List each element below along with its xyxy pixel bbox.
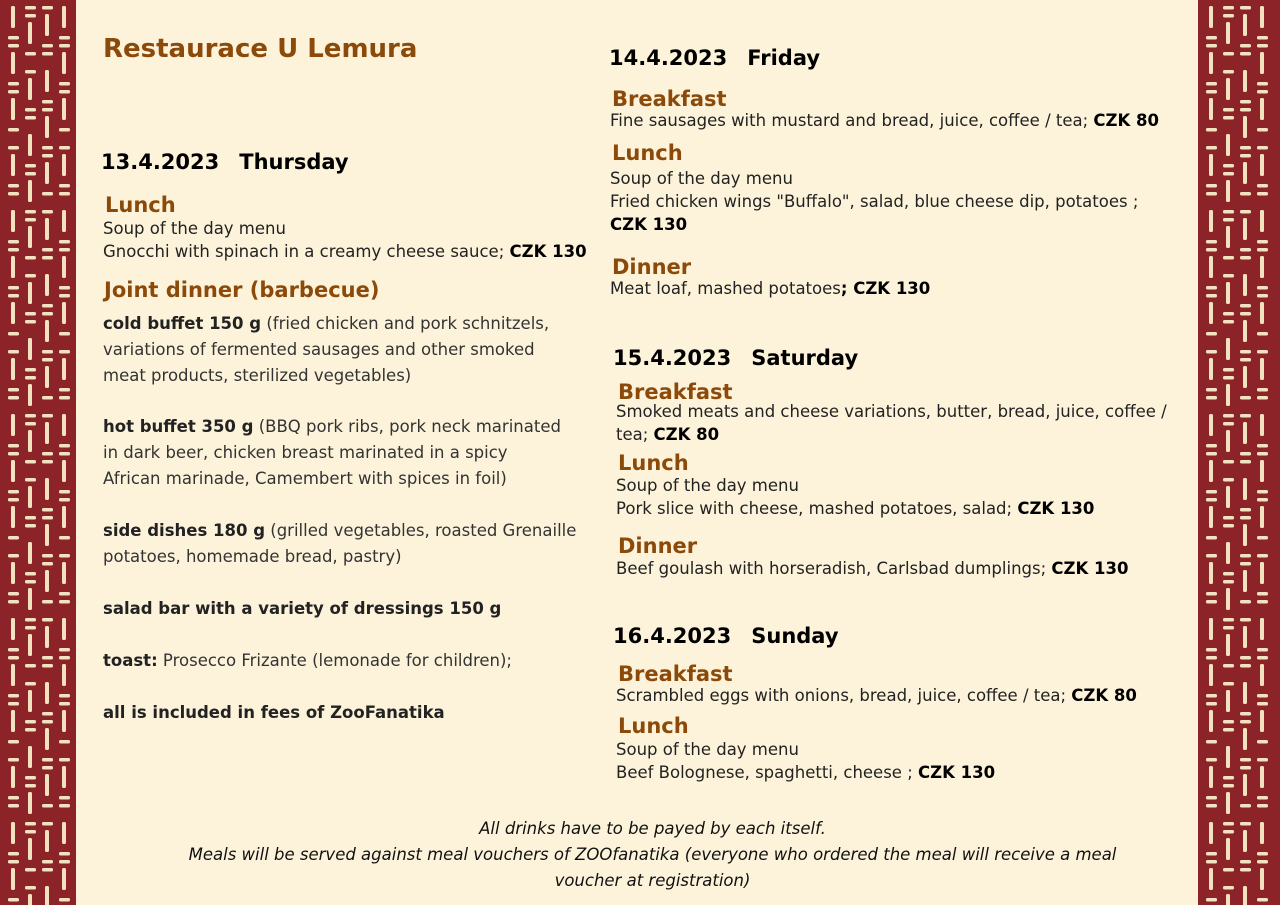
side-dishes-label: side dishes 180 g — [103, 521, 266, 540]
decorative-border-right — [1198, 0, 1280, 905]
sunday-lunch-items: Soup of the day menu Beef Bolognese, spaghetti, cheese ; CZK 130 — [616, 740, 996, 782]
friday-day: Friday — [747, 46, 821, 70]
saturday-dinner-price: CZK 130 — [1051, 559, 1129, 578]
sunday-day: Sunday — [751, 624, 839, 648]
hot-buffet: hot buffet 350 g (BBQ pork ribs, pork neck marinated in dark beer, chicken breast marinated in a spicy African marinade, Camembert with spices in foil) — [103, 417, 561, 488]
side-dishes: side dishes 180 g (grilled vegetables, roasted Grenaille potatoes, homemade bread, pastry) — [103, 521, 577, 566]
saturday-lunch-price: CZK 130 — [1017, 499, 1095, 518]
sunday-date: 16.4.2023 — [613, 624, 732, 648]
restaurant-title: Restaurace U Lemura — [103, 34, 418, 64]
saturday-lunch-items: Soup of the day menu Pork slice with cheese, mashed potatoes, salad; CZK 130 — [616, 476, 1095, 518]
sunday-breakfast-price: CZK 80 — [1071, 686, 1137, 705]
friday-dinner-price: ; CZK 130 — [840, 279, 931, 298]
friday-lunch-heading: Lunch — [612, 141, 683, 165]
saturday-date: 15.4.2023 — [613, 346, 732, 370]
salad-bar: salad bar with a variety of dressings 150 g — [103, 599, 502, 618]
friday-lunch-items: Soup of the day menu Fried chicken wings "Buffalo", salad, blue cheese dip, potatoes ; CZK 130 — [610, 169, 1139, 234]
saturday-dinner-items: Beef goulash with horseradish, Carlsbad dumplings; CZK 130 — [616, 559, 1129, 578]
decorative-border-left — [0, 0, 76, 905]
toast: toast: Prosecco Frizante (lemonade for children); — [103, 651, 512, 670]
friday-lunch-price: CZK 130 — [610, 215, 688, 234]
footer-note — [160, 816, 1145, 894]
thursday-day: Thursday — [239, 150, 349, 174]
saturday-dinner-heading: Dinner — [618, 534, 698, 558]
thursday-lunch-main: Gnocchi with spinach in a creamy cheese sauce; CZK 130 — [103, 242, 587, 261]
cold-buffet: cold buffet 150 g (fried chicken and pork schnitzels, variations of fermented sausages and other smoked meat products, sterilized vegetables) — [103, 314, 550, 385]
friday-breakfast-heading: Breakfast — [612, 87, 727, 111]
saturday-breakfast-heading: Breakfast — [618, 380, 733, 404]
thursday-heading — [101, 150, 349, 174]
saturday-day: Saturday — [751, 346, 859, 370]
cold-buffet-label: cold buffet 150 g — [103, 314, 262, 333]
friday-breakfast-items: Fine sausages with mustard and bread, juice, coffee / tea; CZK 80 — [610, 111, 1159, 130]
thursday-dinner-heading: Joint dinner (barbecue) — [104, 278, 380, 302]
footer-drinks: All drinks have to be payed by each itself. — [479, 819, 826, 838]
saturday-heading — [613, 346, 858, 370]
friday-dinner-heading: Dinner — [612, 255, 692, 279]
fees-note: all is included in fees of ZooFanatika — [103, 703, 445, 722]
thursday-lunch-heading: Lunch — [105, 193, 176, 217]
sunday-breakfast-heading: Breakfast — [618, 662, 733, 686]
sunday-lunch-price: CZK 130 — [918, 763, 996, 782]
footer-vouchers-cont: voucher at registration) — [554, 871, 751, 890]
thursday-lunch-soup: Soup of the day menu — [103, 219, 286, 238]
thursday-lunch-price: CZK 130 — [509, 242, 587, 261]
friday-date: 14.4.2023 — [609, 46, 728, 70]
friday-dinner-items: Meat loaf, mashed potatoes; CZK 130 — [610, 279, 931, 298]
thursday-lunch-items — [103, 217, 587, 263]
sunday-lunch-heading: Lunch — [618, 714, 689, 738]
saturday-lunch-heading: Lunch — [618, 451, 689, 475]
toast-label: toast: — [103, 651, 158, 670]
friday-breakfast-price: CZK 80 — [1093, 111, 1159, 130]
thursday-date: 13.4.2023 — [101, 150, 220, 174]
saturday-breakfast-price: CZK 80 — [653, 425, 720, 444]
saturday-breakfast-items: Smoked meats and cheese variations, butter, bread, juice, coffee / tea; CZK 80 — [616, 402, 1167, 444]
hot-buffet-label: hot buffet 350 g — [103, 417, 254, 436]
sunday-heading — [613, 624, 839, 648]
sunday-breakfast-items: Scrambled eggs with onions, bread, juice, coffee / tea; CZK 80 — [616, 686, 1137, 705]
footer-vouchers: Meals will be served against meal vouchers of ZOOfanatika (everyone who ordered the meal will receive a meal — [188, 845, 1117, 864]
friday-heading — [609, 46, 820, 70]
